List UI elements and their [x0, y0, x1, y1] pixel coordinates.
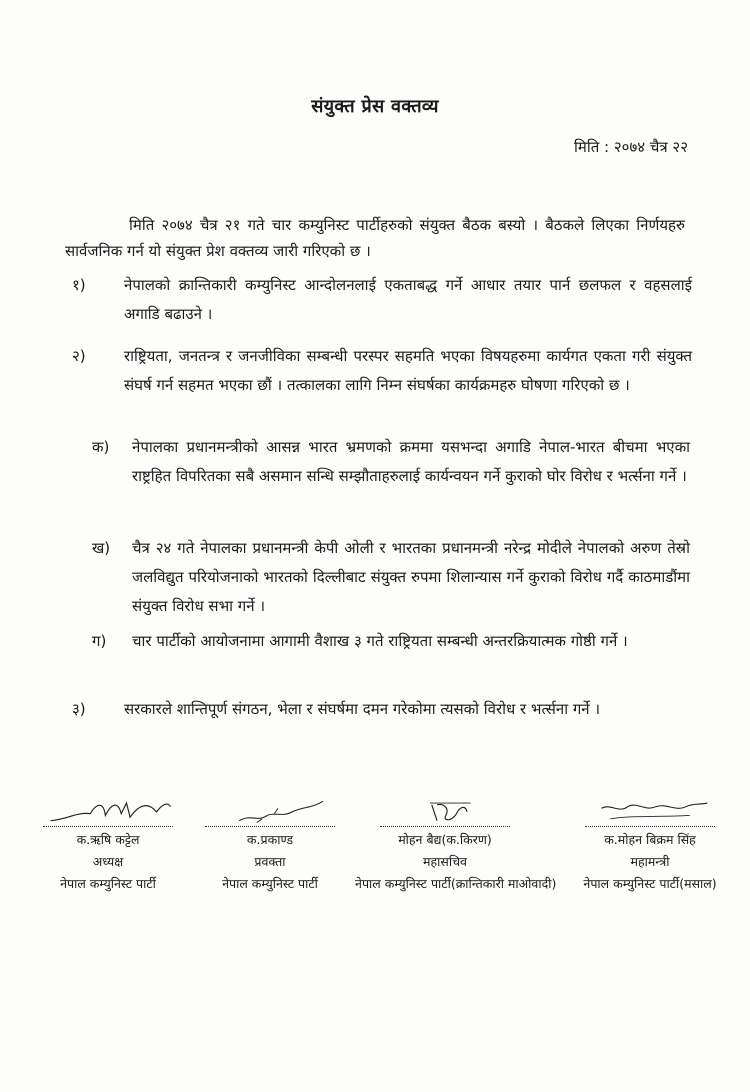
signatory-name: क.ऋषि कट्टेल — [76, 832, 140, 847]
item-number: २) — [72, 347, 86, 365]
decision-item-1 — [72, 271, 692, 329]
decision-item-2 — [72, 342, 692, 400]
sub-item-text: चार पार्टीको आयोजनामा आगामी वैशाख ३ गते राष्ट्रियता सम्बन्धी अन्तरक्रियात्मक गोष्ठी गर्ने । — [132, 632, 628, 650]
signature-line — [43, 826, 173, 827]
signatory-name: मोहन बैद्य(क.किरण) — [398, 832, 492, 847]
handwritten-signature — [370, 796, 520, 826]
decision-item-3 — [72, 695, 692, 724]
signature-block-1 — [18, 796, 198, 895]
signatory-party: नेपाल कम्युनिस्ट पार्टी — [60, 876, 156, 891]
signature-block-3 — [355, 796, 557, 895]
sub-item-text: चैत्र २४ गते नेपालका प्रधानमन्त्री केपी ओली र भारतका प्रधानमन्त्री नरेन्द्र मोदीले नेपालको अरुण तेस्रो जलविद्युत परियोजनाको भारतको दिल्लीबाट संयुक्त रुपमा शिलान्यास गर्ने कुराको विरोध गर्दै काठमाडौंमा संयुक्त विरोध सभा गर्ने । — [132, 539, 690, 615]
intro-paragraph: मिति २०७४ चैत्र २१ गते चार कम्युनिस्ट पार्टीहरुको संयुक्त बैठक बस्यो । बैठकले लिएका निर्णयहरु सार्वजनिक गर्न यो संयुक्त प्रेश वक्तव्य जारी गरिएको छ । — [65, 216, 685, 260]
document-date: मिति : २०७४ चैत्र २२ — [573, 138, 688, 156]
signatory-party: नेपाल कम्युनिस्ट पार्टी — [222, 876, 318, 891]
signatory-role: महासचिव — [423, 854, 467, 869]
sub-item-number: क) — [92, 438, 110, 456]
handwritten-signature — [195, 796, 345, 826]
signatory-role: महामन्त्री — [630, 854, 670, 869]
sub-item-ka — [92, 433, 690, 491]
handwritten-signature — [575, 796, 725, 826]
signature-line — [380, 826, 510, 827]
signatory-party: नेपाल कम्युनिस्ट पार्टी(मसाल) — [583, 876, 717, 891]
sub-item-number: ख) — [92, 539, 111, 557]
signature-block-4 — [560, 796, 740, 895]
item-number: ३) — [72, 700, 86, 718]
item-text: नेपालको क्रान्तिकारी कम्युनिस्ट आन्दोलनलाई एकताबद्ध गर्ने आधार तयार पार्न छलफल र वहसलाई अगाडि बढाउने । — [124, 276, 692, 323]
signature-block-2 — [180, 796, 360, 895]
signatory-role: प्रवक्ता — [254, 854, 286, 869]
item-text: सरकारले शान्तिपूर्ण संगठन, भेला र संघर्षमा दमन गरेकोमा त्यसको विरोध र भर्त्सना गर्ने । — [124, 700, 601, 718]
item-text: राष्ट्रियता, जनतन्त्र र जनजीविका सम्बन्धी परस्पर सहमति भएका विषयहरुमा कार्यगत एकता गरी संयुक्त संघर्ष गर्न सहमत भएका छौं । तत्कालका लागि निम्न संघर्षका कार्यक्रमहरु घोषणा गरिएको छ । — [124, 347, 692, 394]
signatory-party: नेपाल कम्युनिस्ट पार्टी(क्रान्तिकारी माओवादी) — [355, 876, 557, 891]
signature-line — [205, 826, 335, 827]
signatory-name: क.प्रकाण्ड — [246, 832, 294, 847]
signatory-role: अध्यक्ष — [92, 854, 124, 869]
document-title: संयुक्त प्रेस वक्तव्य — [311, 96, 439, 117]
signatory-name: क.मोहन बिक्रम सिंह — [604, 832, 696, 847]
sub-item-ga — [92, 627, 690, 656]
item-number: १) — [72, 276, 86, 294]
signature-line — [585, 826, 715, 827]
handwritten-signature — [33, 796, 183, 826]
sub-item-text: नेपालका प्रधानमन्त्रीको आसन्न भारत भ्रमणको क्रममा यसभन्दा अगाडि नेपाल-भारत बीचमा भएका राष्ट्रहित विपरितका सबै असमान सन्धि सम्झौताहरुलाई कार्यन्वयन गर्ने कुराको घोर विरोध र भर्त्सना गर्ने । — [132, 438, 690, 485]
sub-item-number: ग) — [92, 632, 107, 650]
sub-item-kha — [92, 534, 690, 621]
